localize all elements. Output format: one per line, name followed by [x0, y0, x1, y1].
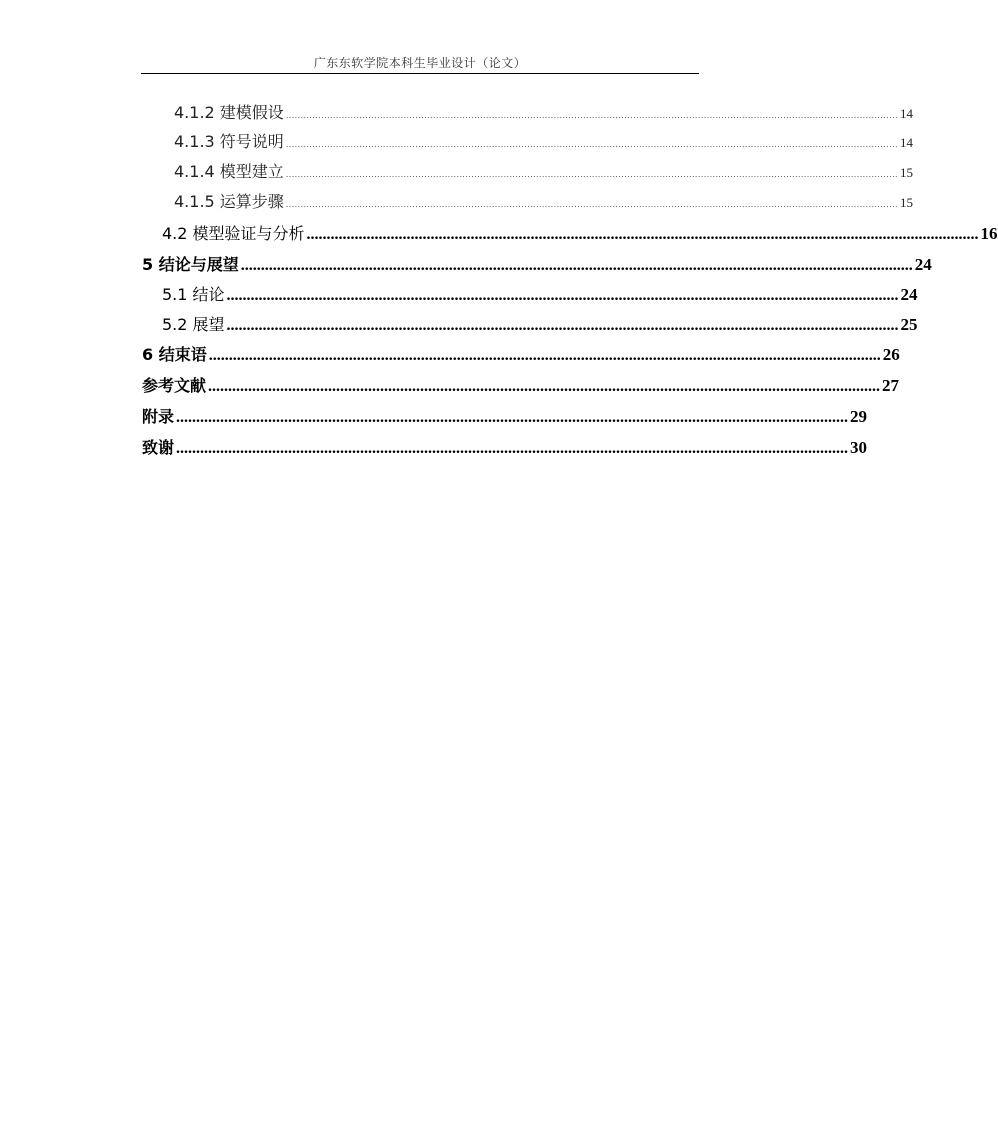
- toc-page-number: 15: [899, 195, 913, 210]
- toc-leader-dots: ................................................................................................................................................................................................................: [285, 140, 898, 149]
- toc-page-number: 15: [899, 165, 913, 180]
- toc-entry-4-1-3[interactable]: [174, 129, 913, 151]
- toc-page-number: 30: [850, 438, 868, 457]
- toc-leader-dots: ........................................................................................................................................................................: [208, 347, 881, 364]
- toc-leader-dots: ........................................................................................................................................................................: [226, 317, 899, 334]
- toc-page-number: 14: [899, 106, 913, 121]
- toc-entry-title: 参考文献: [142, 376, 207, 395]
- toc-entry-title: 4.2 模型验证与分析: [162, 224, 305, 243]
- toc-page-number: 27: [882, 376, 900, 395]
- toc-entry-appendix[interactable]: [142, 404, 868, 428]
- toc-entry-acknowledgements[interactable]: [142, 435, 868, 459]
- toc-entry-title: 5.1 结论: [162, 285, 225, 304]
- toc-entry-title: 4.1.3 符号说明: [174, 132, 284, 151]
- toc-entry-4-1-4[interactable]: [174, 159, 913, 181]
- toc-entry-title: 致谢: [142, 438, 175, 457]
- toc-entry-5-1[interactable]: [162, 282, 918, 306]
- toc-entry-4-2[interactable]: [162, 221, 998, 245]
- toc-entry-chapter-5[interactable]: [142, 252, 932, 276]
- toc-leader-dots: ................................................................................................................................................................................................................: [285, 111, 898, 120]
- toc-leader-dots: ........................................................................................................................................................................: [226, 287, 899, 304]
- toc-page-number: 24: [914, 255, 932, 274]
- toc-leader-dots: ................................................................................................................................................................................................................: [285, 200, 898, 209]
- toc-leader-dots: ........................................................................................................................................................................: [176, 409, 849, 426]
- toc-entry-title: 4.1.4 模型建立: [174, 162, 284, 181]
- toc-leader-dots: ........................................................................................................................................................................: [176, 440, 849, 457]
- header-rule: [141, 73, 699, 74]
- toc-entry-title: 附录: [142, 407, 175, 426]
- toc-leader-dots: ........................................................................................................................................................................: [208, 378, 881, 395]
- toc-entry-4-1-5[interactable]: [174, 189, 913, 211]
- toc-page-number: 14: [899, 135, 913, 150]
- toc-entry-4-1-2[interactable]: [174, 100, 913, 122]
- toc-leader-dots: ........................................................................................................................................................................: [240, 257, 913, 274]
- toc-entry-title: 5.2 展望: [162, 315, 225, 334]
- toc-entry-5-2[interactable]: [162, 312, 918, 336]
- toc-entry-chapter-6[interactable]: [142, 342, 900, 366]
- toc-leader-dots: ........................................................................................................................................................................: [306, 226, 979, 243]
- toc-entry-title: 6 结束语: [142, 345, 207, 364]
- toc-entry-title: 5 结论与展望: [142, 255, 239, 274]
- toc-entry-title: 4.1.5 运算步骤: [174, 192, 284, 211]
- toc-page-number: 24: [900, 285, 918, 304]
- toc-page-number: 16: [980, 224, 998, 243]
- toc-page-number: 25: [900, 315, 918, 334]
- toc-leader-dots: ................................................................................................................................................................................................................: [285, 170, 898, 179]
- page-header: 广东东软学院本科生毕业设计（论文）: [313, 56, 527, 70]
- toc-page-number: 26: [882, 345, 900, 364]
- toc-entry-references[interactable]: [142, 373, 900, 397]
- toc-page-number: 29: [850, 407, 868, 426]
- toc-entry-title: 4.1.2 建模假设: [174, 103, 284, 122]
